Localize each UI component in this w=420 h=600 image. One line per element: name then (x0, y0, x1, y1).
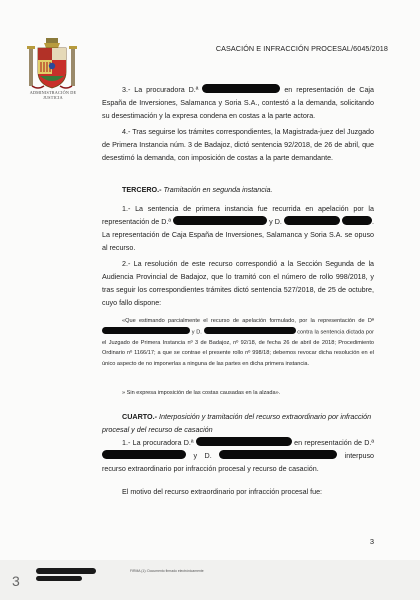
c1-mid1: en representación de D.ª (294, 439, 375, 447)
spain-coat-of-arms-icon (26, 36, 78, 94)
t1-start: 1.- La sentencia de primera instancia fue recurrida en apelación por la representación de D.ª (102, 205, 374, 226)
redacted-name (102, 450, 186, 459)
section-heading-cuarto (102, 410, 374, 436)
tercero-label: TERCERO.- (122, 185, 162, 194)
quote-rest: contra la sentencia dictada por el Juzgado de Primera Instancia nº 3 de Badajoz, nº 92/18, de fecha 26 de abril de 2018; Procedimiento Ordinario nº 1166/17; a que se contrae el presente rollo nº 998/18; debemos revocar dicha resolución en el único aspecto de no imponerlas a ninguna de las partes en dicha primera instancia. (102, 329, 374, 367)
cuarto-label: CUARTO.- (122, 412, 158, 421)
paragraph-final (102, 486, 374, 499)
emblem-caption: ADMINISTRACIÓN DE JUSTICIA (29, 90, 77, 101)
t1-rest: . La representación de Caja España de Inversiones, Salamanca y Soria S.A. se opuso al recurso. (102, 218, 374, 252)
redacted-name (342, 216, 372, 225)
paragraph-3 (102, 84, 374, 123)
quote-end: » Sin expresa imposición de las costas causadas en la alzada». (122, 390, 281, 396)
redacted-name (204, 327, 296, 335)
signature-text: FIRMA (1): Documento firmado electrónicamente (130, 569, 204, 573)
final-text: El motivo del recurso extraordinario por infracción procesal fue: (122, 488, 323, 496)
redacted-name (202, 84, 280, 93)
redacted-name (196, 437, 292, 446)
page-number: 3 (369, 537, 374, 546)
paragraph-4-text: 4.- Tras seguirse los trámites correspondientes, la Magistrada-juez del Juzgado de Primera Instancia núm. 3 de Badajoz, dictó sentencia 92/2018, de 26 de abril, que desestimó la demanda, con imposición de costas a la parte demandante. (102, 128, 374, 162)
c1-start: 1.- La procuradora D.ª (122, 439, 194, 447)
redacted-signature (36, 576, 82, 581)
redacted-signature (36, 568, 96, 574)
redacted-name (219, 450, 337, 459)
paragraph-c1 (102, 437, 374, 476)
cuarto-title: Interposición y tramitación del recurso extraordinario por infracción procesal y del recurso de casación (102, 412, 372, 434)
paragraph-t2 (102, 258, 374, 310)
quote-mid: y D. (191, 329, 202, 335)
paragraph-t1 (102, 203, 374, 255)
t1-mid: y D. (269, 218, 282, 226)
t2-text: 2.- La resolución de este recurso correspondió a la Sección Segunda de la Audiencia Provincial de Badajoz, que lo tramitó con el número de rollo 998/2018, y tras seguir los correspondientes trámites dictó sentencia 527/2018, de 25 de octubre, cuyo fallo dispone: (102, 260, 374, 307)
section-heading-tercero (102, 183, 374, 196)
paragraph-3-start: 3.- La procuradora D.ª (122, 86, 199, 94)
redacted-name (173, 216, 267, 225)
tercero-title: Tramitación en segunda instancia. (163, 185, 273, 194)
quoted-ruling (102, 316, 374, 369)
redacted-name (284, 216, 340, 225)
c1-rest: interpuso recurso extraordinario por infracción procesal y recurso de casación. (102, 452, 375, 473)
redacted-name (102, 327, 190, 335)
paragraph-3-rest: en representación de Caja España de Inversiones, Salamanca y Soria S.A., contestó a la demanda, solicitando su desestimación y la expresa condena en costas a la parte actora. (102, 86, 374, 120)
c1-mid2: y D. (193, 452, 212, 460)
paragraph-4 (102, 126, 374, 165)
corner-mark: 3 (12, 573, 20, 589)
case-reference: CASACIÓN E INFRACCIÓN PROCESAL/6045/2018 (215, 44, 388, 53)
quote-start: «Que estimando parcialmente el recurso de apelación formulado, por la representación de Dª (122, 318, 374, 324)
quoted-ruling-end (102, 388, 374, 399)
